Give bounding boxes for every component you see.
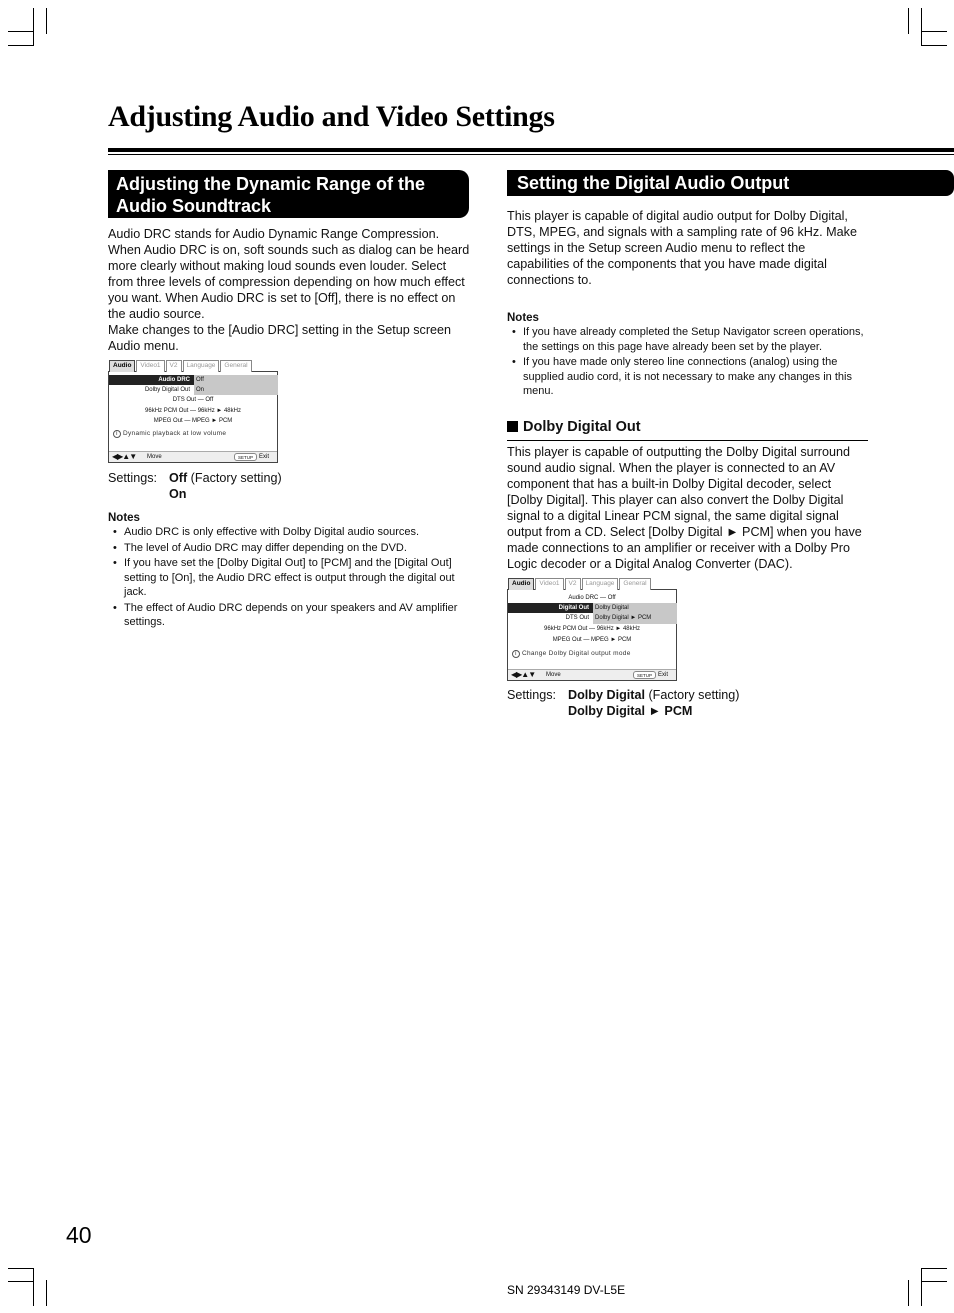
tab-audio: Audio: [109, 360, 135, 372]
menu-value: Off: [196, 377, 204, 383]
option-note: (Factory setting): [644, 688, 740, 702]
title-rule: [108, 154, 954, 155]
menu-key: Audio DRC: [158, 377, 190, 383]
note-item: • If you have set the [Dolby Digital Out] to [PCM] and the [Digital Out] setting to [On], the Audio DRC effect is output through the digital out jack.: [108, 556, 468, 600]
menu-row: [109, 406, 277, 416]
setup-menu-screen-digital-out: [507, 580, 677, 681]
digital-out-settings: [507, 687, 807, 721]
menu-info-line: [512, 650, 631, 658]
crop-mark: [921, 45, 947, 46]
footer-code: SN 29343149 DV-L5E: [507, 1283, 626, 1297]
dolby-digital-body: [507, 444, 869, 572]
note-item: • The effect of Audio DRC depends on your speakers and AV amplifier settings.: [108, 601, 468, 630]
menu-row: [508, 613, 676, 623]
drc-notes: [108, 525, 468, 631]
crop-mark: [8, 45, 34, 46]
exit-label: Exit: [259, 454, 270, 460]
note-item: • The level of Audio DRC may differ depending on the DVD.: [108, 541, 468, 556]
menu-row: [508, 635, 676, 645]
notes-heading: Notes: [108, 512, 140, 524]
settings-option: [169, 486, 187, 502]
drc-settings: [108, 470, 408, 504]
menu-key: Dolby Digital Out: [144, 387, 190, 393]
crop-mark: [33, 1268, 34, 1306]
option-name: Dolby Digital ► PCM: [568, 704, 693, 718]
settings-option: [568, 687, 739, 703]
arrow-keys-icon: ◀▶▲▼: [112, 452, 137, 461]
tab-audio: Audio: [508, 578, 534, 590]
crop-mark: [33, 8, 34, 46]
settings-option: [169, 470, 282, 486]
crop-mark: [921, 31, 947, 32]
menu-value: On: [196, 387, 205, 393]
crop-mark: [921, 1268, 922, 1306]
note-item: • If you have already completed the Setup Navigator screen operations, the settings on this page have already been set by the player.: [507, 325, 869, 354]
move-label: Move: [546, 672, 561, 678]
drc-intro-paragraph-2: Make changes to the [Audio DRC] setting in the Setup screen Audio menu.: [108, 323, 452, 353]
menu-row: [109, 385, 277, 395]
option-name: On: [169, 487, 187, 501]
drc-intro-paragraph: Audio DRC stands for Audio Dynamic Range Compression. When Audio DRC is on, soft sounds such as dialog can be heard more clearly without making loud sounds even louder. Select from three levels of compression depending on how much effect you want. When Audio DRC is set to [Off], there is no effect on the audio source.: [108, 227, 470, 321]
settings-label: Settings:: [507, 688, 557, 702]
dolby-digital-paragraph: This player is capable of outputting the Dolby Digital surround sound audio signal. When the player is connected to an AV component that has a built-in Dolby Digital decoder, select [Dolby Digital]. This player can also convert the Dolby Digital signal to a digital Linear PCM signal, the same digital signal output from a CD. Select [Dolby Digital ► PCM] when you have made connections to an amplifier or receiver with a Dolby Pro Logic decoder or a Digital Analog Converter (DAC).: [507, 445, 862, 571]
drc-intro: [108, 226, 473, 354]
arrow-keys-icon: ◀▶▲▼: [511, 670, 536, 679]
setup-key-icon: SETUP: [234, 453, 257, 461]
tab-general: General: [220, 360, 251, 372]
menu-key: Digital Out: [558, 605, 589, 611]
menu-row: [109, 395, 277, 405]
menu-key: MPEG Out — MPEG ► PCM: [552, 637, 632, 643]
tab-v2: V2: [166, 360, 182, 372]
menu-key: DTS Out: [565, 615, 589, 621]
title-rule: [108, 148, 954, 152]
move-label: Move: [147, 454, 162, 460]
menu-row: [508, 593, 676, 603]
menu-value: Dolby Digital: [595, 605, 629, 611]
option-name: Dolby Digital: [568, 688, 645, 702]
menu-row: [109, 416, 277, 426]
menu-key: DTS Out — Off: [172, 397, 214, 403]
notes-heading: Notes: [507, 312, 539, 324]
crop-mark: [8, 1268, 34, 1269]
crop-mark: [921, 1268, 947, 1269]
page-title: Adjusting Audio and Video Settings: [108, 100, 555, 133]
settings-option: [568, 703, 692, 719]
setup-key-icon: SETUP: [633, 671, 656, 679]
crop-mark: [921, 1281, 947, 1282]
note-item: • If you have made only stereo line connections (analog) using the supplied audio cord, it is not necessary to make any changes in this menu.: [507, 355, 869, 399]
digital-output-intro: [507, 208, 867, 288]
info-icon: i: [113, 430, 121, 438]
tab-language: Language: [183, 360, 220, 372]
menu-tabs: [508, 578, 652, 590]
option-name: Off: [169, 471, 188, 485]
crop-mark: [908, 1280, 909, 1306]
menu-key: 96kHz PCM Out — 96kHz ► 48kHz: [145, 408, 241, 414]
crop-mark: [8, 1281, 34, 1282]
menu-key: Audio DRC — Off: [568, 595, 616, 601]
option-note: (Factory setting): [187, 471, 282, 485]
page-number: 40: [66, 1222, 92, 1248]
info-icon: i: [512, 650, 520, 658]
menu-row: [109, 375, 277, 385]
section-heading-digital-output: Setting the Digital Audio Output: [507, 170, 954, 196]
section-heading-drc: Adjusting the Dynamic Range of the Audio Soundtrack: [108, 170, 469, 218]
settings-label: Settings:: [108, 471, 158, 485]
menu-value: Dolby Digital ► PCM: [595, 615, 652, 621]
subheading-dolby-digital-out: [507, 419, 641, 435]
menu-info-line: [113, 430, 226, 438]
menu-footer-bar: [109, 451, 277, 462]
menu-key: MPEG Out — MPEG ► PCM: [153, 418, 233, 424]
crop-mark: [921, 8, 922, 46]
menu-row: [508, 624, 676, 634]
crop-mark: [46, 8, 47, 34]
digital-output-notes: [507, 325, 869, 400]
tab-language: Language: [582, 578, 619, 590]
menu-key: 96kHz PCM Out — 96kHz ► 48kHz: [544, 626, 640, 632]
tab-video1: Video1: [136, 360, 164, 372]
crop-mark: [908, 8, 909, 34]
menu-info-text: Dynamic playback at low volume: [123, 430, 227, 437]
menu-tabs: [109, 360, 253, 372]
subheading-rule: [507, 440, 868, 441]
menu-row: [508, 603, 676, 613]
note-item: • Audio DRC is only effective with Dolby Digital audio sources.: [108, 525, 468, 540]
tab-general: General: [619, 578, 650, 590]
digital-output-intro-paragraph: This player is capable of digital audio output for Dolby Digital, DTS, MPEG, and signals with a sampling rate of 96 kHz. Make settings in the Setup screen Audio menu to reflect the capabilities of the components that you have made digital connections to.: [507, 209, 857, 287]
subheading-text: Dolby Digital Out: [523, 419, 641, 435]
setup-menu-screen-drc: [108, 362, 278, 463]
tab-v2: V2: [565, 578, 581, 590]
crop-mark: [8, 31, 34, 32]
square-bullet-icon: [507, 421, 518, 432]
exit-label: Exit: [658, 672, 669, 678]
menu-info-text: Change Dolby Digital output mode: [522, 650, 631, 657]
menu-footer-bar: [508, 669, 676, 680]
crop-mark: [46, 1280, 47, 1306]
tab-video1: Video1: [535, 578, 563, 590]
